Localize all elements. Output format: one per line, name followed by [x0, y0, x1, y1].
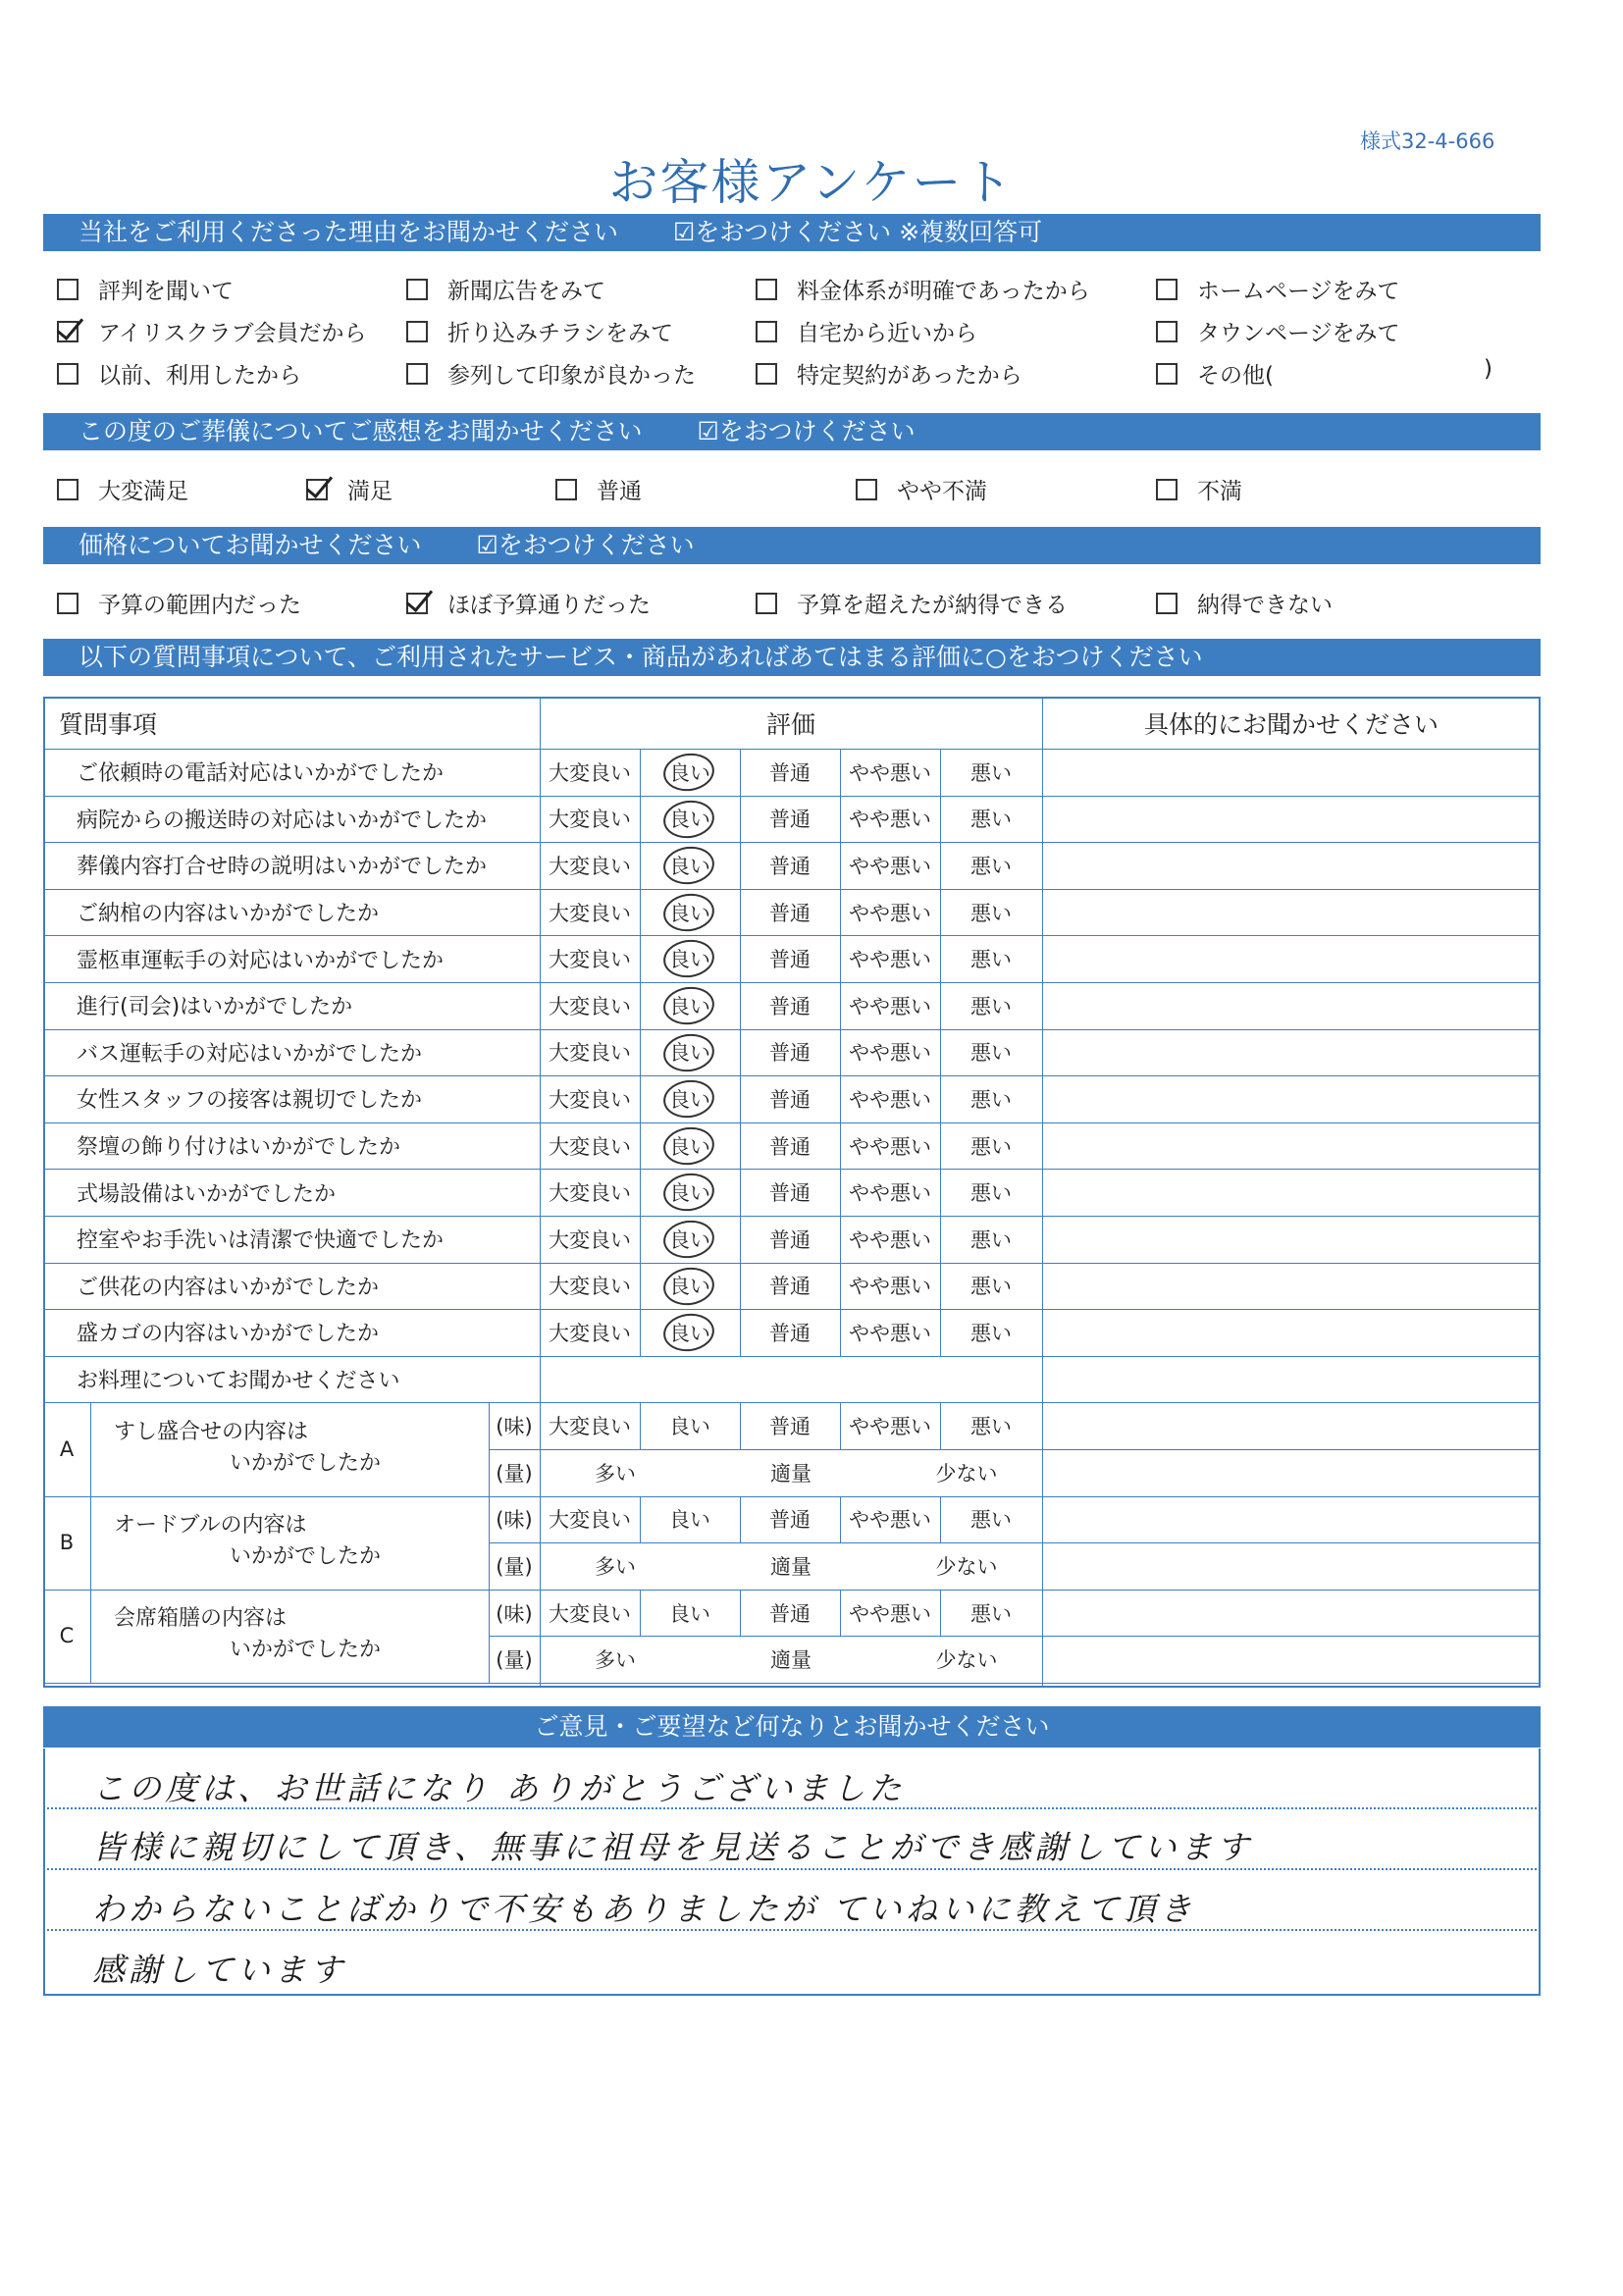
rating-option[interactable]: 大変良い: [549, 1181, 631, 1206]
page-title: お客様アンケート: [608, 154, 1015, 211]
taste-rating-option[interactable]: 普通: [769, 1601, 811, 1626]
amount-option[interactable]: 適量: [770, 1554, 812, 1579]
satisfaction-option-label: 満足: [347, 479, 393, 504]
checkbox-icon[interactable]: [555, 479, 577, 500]
comment-line-4: 感謝しています: [92, 1951, 346, 1989]
price-option[interactable]: [756, 587, 1068, 619]
taste-label: (味): [496, 1508, 533, 1533]
rating-option[interactable]: 普通: [769, 901, 811, 925]
rating-option[interactable]: 良い: [669, 948, 710, 972]
price-option[interactable]: [1156, 587, 1333, 619]
rating-option[interactable]: 大変良い: [549, 1134, 631, 1159]
question-text: 葬儀内容打合せ時の説明はいかがでしたか: [77, 855, 488, 880]
rating-option[interactable]: 悪い: [970, 808, 1012, 832]
rating-option[interactable]: 普通: [769, 1087, 811, 1112]
rating-option[interactable]: 悪い: [970, 994, 1012, 1018]
food-item-letter: C: [59, 1624, 75, 1648]
reason-option[interactable]: [1156, 357, 1274, 390]
amount-option[interactable]: 少ない: [935, 1554, 998, 1579]
rating-option[interactable]: 普通: [769, 1227, 811, 1252]
food-item-letter: B: [59, 1531, 75, 1555]
checkbox-icon[interactable]: [756, 321, 777, 342]
section2-title: この度のご葬儀についてご感想をお聞かせください: [79, 417, 643, 445]
question-text: ご依頼時の電話対応はいかがでしたか: [77, 761, 445, 787]
price-option-label: 予算を超えたが納得できる: [797, 593, 1068, 618]
satisfaction-option[interactable]: [856, 473, 987, 505]
question-text: 控室やお手洗いは清潔で快適でしたか: [77, 1228, 445, 1254]
reason-option[interactable]: [57, 357, 301, 390]
rating-option[interactable]: 普通: [769, 808, 811, 832]
reason-option[interactable]: [406, 273, 605, 305]
satisfaction-option[interactable]: [555, 473, 642, 505]
rating-option[interactable]: やや悪い: [849, 854, 931, 878]
amount-option[interactable]: 少ない: [935, 1461, 998, 1486]
checkbox-icon[interactable]: [57, 479, 79, 500]
checkbox-icon[interactable]: [856, 479, 877, 500]
rating-option[interactable]: 悪い: [970, 1227, 1012, 1252]
section3-header: [43, 527, 1541, 564]
reason-option-label: ホームページをみて: [1197, 279, 1400, 304]
question-text: バス運転手の対応はいかがでしたか: [77, 1041, 423, 1067]
rating-option[interactable]: 大変良い: [549, 1041, 631, 1066]
reason-option-label: 評判を聞いて: [98, 279, 234, 304]
checkbox-icon[interactable]: [1156, 321, 1178, 342]
section3-note: ☑をおつけください: [476, 531, 695, 559]
reason-option-label: 以前、利用したから: [98, 363, 301, 389]
food-item-line1: オードブルの内容は: [114, 1513, 307, 1539]
rating-option[interactable]: 悪い: [970, 1275, 1012, 1299]
rating-option[interactable]: やや悪い: [849, 1227, 931, 1252]
price-option-label: 納得できない: [1197, 593, 1333, 618]
question-text: ご供花の内容はいかがでしたか: [77, 1275, 380, 1300]
reason-option[interactable]: [756, 273, 1090, 305]
checkbox-icon[interactable]: [756, 279, 777, 300]
rating-option[interactable]: 普通: [769, 1134, 811, 1159]
taste-label: (味): [496, 1415, 533, 1439]
rating-option[interactable]: やや悪い: [849, 948, 931, 972]
satisfaction-option[interactable]: [1156, 473, 1242, 505]
rating-option[interactable]: 悪い: [970, 1134, 1012, 1159]
checkbox-icon[interactable]: [406, 279, 428, 300]
amount-option[interactable]: 適量: [770, 1461, 812, 1486]
reason-option[interactable]: [1156, 273, 1400, 305]
comments-header: ご意見・ご要望など何なりとお聞かせください: [43, 1706, 1541, 1748]
reason-option[interactable]: [406, 357, 696, 390]
table-rule: [43, 1683, 1541, 1684]
section1-note: ☑をおつけください ※複数回答可: [673, 218, 1043, 246]
amount-label: (量): [496, 1554, 533, 1579]
taste-rating-option[interactable]: 大変良い: [549, 1508, 631, 1533]
reason-option[interactable]: [406, 315, 673, 347]
rating-option[interactable]: やや悪い: [849, 808, 931, 832]
food-item-line1: すし盛合せの内容は: [114, 1419, 309, 1444]
section4-header: 以下の質問事項について、ご利用されたサービス・商品があればあてはまる評価に○をおつけください: [43, 639, 1541, 676]
checkbox-icon[interactable]: [1156, 479, 1178, 500]
food-item-line2: いかがでしたか: [230, 1544, 382, 1570]
reason-option[interactable]: [57, 273, 234, 305]
col-header-question: 質問事項: [59, 709, 158, 739]
table-rule: [489, 1449, 1541, 1450]
checkbox-icon[interactable]: [406, 363, 428, 385]
table-rule: [940, 1402, 941, 1449]
food-item-line1: 会席箱膳の内容は: [114, 1606, 288, 1632]
satisfaction-option-label: やや不満: [897, 479, 987, 504]
question-text: ご納棺の内容はいかがでしたか: [77, 902, 380, 927]
rating-option[interactable]: やや悪い: [849, 1087, 931, 1112]
table-rule: [489, 1542, 1541, 1543]
satisfaction-option-label: 不満: [1197, 479, 1242, 504]
other-close-paren: ): [1484, 356, 1492, 382]
col-header-comment: 具体的にお聞かせください: [1143, 709, 1439, 739]
table-rule: [740, 1590, 741, 1637]
question-text: 祭壇の飾り付けはいかがでしたか: [77, 1135, 401, 1161]
satisfaction-option-label: 普通: [597, 479, 642, 504]
reason-option-label: 新聞広告をみて: [447, 279, 605, 304]
table-rule: [840, 1496, 841, 1543]
table-rule: [740, 1402, 741, 1449]
question-text: 盛カゴの内容はいかがでしたか: [77, 1322, 380, 1347]
reason-option[interactable]: [1156, 315, 1400, 347]
taste-rating-option[interactable]: 良い: [669, 1508, 710, 1533]
reason-option-label: 参列して印象が良かった: [447, 363, 696, 389]
rating-option[interactable]: やや悪い: [849, 901, 931, 925]
taste-label: (味): [496, 1601, 533, 1626]
checkbox-icon[interactable]: [57, 363, 79, 385]
amount-label: (量): [496, 1648, 533, 1673]
amount-option[interactable]: 少ない: [935, 1648, 998, 1673]
rating-option[interactable]: 大変良い: [549, 1087, 631, 1112]
rating-option[interactable]: 良い: [669, 994, 710, 1018]
comment-line-3: わからないことばかりで不安もありましたが ていねいに教えて頂き: [92, 1890, 1196, 1928]
rating-option[interactable]: 普通: [769, 1181, 811, 1206]
rating-option[interactable]: 悪い: [970, 1181, 1012, 1206]
rating-option[interactable]: 大変良い: [549, 948, 631, 972]
comment-line-2: 皆様に親切にして頂き、無事に祖母を見送ることができ感謝しています: [92, 1828, 1253, 1866]
food-item-line2: いかがでしたか: [230, 1450, 382, 1476]
rating-option[interactable]: 良い: [669, 1227, 710, 1252]
table-rule: [90, 1496, 91, 1590]
table-rule: [489, 1590, 490, 1683]
table-rule: [640, 749, 641, 1356]
rating-option[interactable]: 悪い: [970, 1041, 1012, 1066]
taste-rating-option[interactable]: 悪い: [970, 1601, 1012, 1626]
rating-option[interactable]: 普通: [769, 1275, 811, 1299]
food-item-letter: A: [59, 1436, 75, 1461]
rating-option[interactable]: 良い: [669, 808, 710, 832]
table-rule: [940, 1590, 941, 1637]
table-rule: [489, 1496, 490, 1590]
question-text: 式場設備はいかがでしたか: [77, 1181, 337, 1207]
checkbox-icon[interactable]: [57, 279, 79, 300]
comment-line-1: この度は、お世話になり ありがとうございました: [92, 1769, 906, 1807]
reason-option-label: 料金体系が明確であったから: [797, 279, 1090, 304]
checkbox-icon[interactable]: [756, 363, 777, 385]
rating-option[interactable]: 良い: [669, 1181, 710, 1206]
rating-option[interactable]: やや悪い: [849, 1041, 931, 1066]
table-rule: [489, 1402, 490, 1495]
rating-option[interactable]: やや悪い: [849, 1275, 931, 1299]
table-rule: [640, 1590, 641, 1637]
price-option-label: 予算の範囲内だった: [98, 593, 301, 618]
reason-option[interactable]: [57, 315, 366, 347]
col-header-rating: 評価: [765, 709, 815, 739]
rating-option[interactable]: 普通: [769, 854, 811, 878]
table-rule: [940, 749, 941, 1356]
checked-box-icon[interactable]: [57, 321, 79, 342]
satisfaction-option-label: 大変満足: [98, 479, 188, 504]
rating-option[interactable]: 普通: [769, 1321, 811, 1345]
rating-option[interactable]: やや悪い: [849, 994, 931, 1018]
rating-option[interactable]: 良い: [669, 1041, 710, 1066]
checkbox-icon[interactable]: [756, 593, 777, 614]
rating-option[interactable]: 良い: [669, 1321, 710, 1345]
table-rule: [1042, 697, 1043, 1688]
table-rule: [740, 749, 741, 1356]
table-rule: [640, 1402, 641, 1449]
section2-note: ☑をおつけください: [697, 417, 916, 445]
checkbox-icon[interactable]: [1156, 363, 1178, 385]
reason-option-label: 折り込みチラシをみて: [447, 321, 673, 346]
taste-rating-option[interactable]: 大変良い: [549, 1601, 631, 1626]
taste-rating-option[interactable]: やや悪い: [849, 1601, 931, 1626]
comment-line-divider: [43, 1868, 1541, 1870]
price-option[interactable]: [57, 587, 301, 619]
checkbox-icon[interactable]: [57, 593, 79, 614]
rating-option[interactable]: 悪い: [970, 948, 1012, 972]
form-number: 様式32-4-666: [1360, 130, 1495, 153]
rating-option[interactable]: 良い: [669, 901, 710, 925]
table-rule: [640, 1496, 641, 1543]
reason-option-label: アイリスクラブ会員だから: [98, 321, 367, 346]
rating-option[interactable]: やや悪い: [849, 1134, 931, 1159]
amount-option[interactable]: 多い: [595, 1461, 636, 1486]
question-text: 女性スタッフの接客は親切でしたか: [77, 1088, 423, 1114]
rating-option[interactable]: 普通: [769, 1041, 811, 1066]
rating-option[interactable]: 悪い: [970, 1087, 1012, 1112]
rating-option[interactable]: 大変良い: [549, 760, 631, 785]
section1-header: [43, 214, 1541, 251]
reason-option-label: タウンページをみて: [1197, 321, 1400, 346]
rating-option[interactable]: 普通: [769, 994, 811, 1018]
satisfaction-option[interactable]: [57, 473, 188, 505]
rating-option[interactable]: 悪い: [970, 901, 1012, 925]
table-rule: [90, 1590, 91, 1683]
table-rule: [840, 1590, 841, 1637]
section3-title: 価格についてお聞かせください: [79, 531, 422, 559]
rating-option[interactable]: 大変良い: [549, 1321, 631, 1345]
amount-label: (量): [496, 1461, 533, 1486]
taste-rating-option[interactable]: 普通: [769, 1508, 811, 1533]
rating-option[interactable]: 大変良い: [549, 1275, 631, 1299]
table-rule: [489, 1636, 1541, 1637]
rating-option[interactable]: 悪い: [970, 1321, 1012, 1345]
taste-rating-option[interactable]: 大変良い: [549, 1415, 631, 1439]
checkbox-icon[interactable]: [1156, 593, 1178, 614]
section2-header: [43, 413, 1541, 450]
price-option[interactable]: [406, 587, 651, 619]
taste-rating-option[interactable]: やや悪い: [849, 1415, 931, 1439]
taste-rating-option[interactable]: 普通: [769, 1415, 811, 1439]
price-option-label: ほぼ予算通りだった: [447, 593, 651, 618]
rating-option[interactable]: やや悪い: [849, 1321, 931, 1345]
question-text: 進行(司会)はいかがでしたか: [77, 995, 353, 1020]
rating-option[interactable]: 良い: [669, 760, 710, 785]
checked-box-icon[interactable]: [406, 593, 428, 614]
taste-rating-option[interactable]: やや悪い: [849, 1508, 931, 1533]
rating-option[interactable]: 良い: [669, 1275, 710, 1299]
reason-option-label: 自宅から近いから: [797, 321, 977, 346]
rating-option[interactable]: 良い: [669, 854, 710, 878]
table-rule: [940, 1496, 941, 1543]
rating-option[interactable]: 大変良い: [549, 994, 631, 1018]
table-rule: [840, 1402, 841, 1449]
reason-option[interactable]: [756, 315, 977, 347]
taste-rating-option[interactable]: 良い: [669, 1415, 710, 1439]
table-rule: [740, 1496, 741, 1543]
satisfaction-option[interactable]: [306, 473, 393, 505]
taste-rating-option[interactable]: 良い: [669, 1601, 710, 1626]
rating-option[interactable]: 大変良い: [549, 854, 631, 878]
table-rule: [90, 1402, 91, 1495]
taste-rating-option[interactable]: 悪い: [970, 1508, 1012, 1533]
amount-option[interactable]: 多い: [595, 1648, 636, 1673]
taste-rating-option[interactable]: 悪い: [970, 1415, 1012, 1439]
checkbox-icon[interactable]: [1156, 279, 1178, 300]
checkbox-icon[interactable]: [406, 321, 428, 342]
reason-option[interactable]: [756, 357, 1022, 390]
checked-box-icon[interactable]: [306, 479, 328, 500]
rating-option[interactable]: 悪い: [970, 854, 1012, 878]
section1-title: 当社をご利用くださった理由をお聞かせください: [79, 218, 619, 246]
question-text: 病院からの搬送時の対応はいかがでしたか: [77, 808, 488, 833]
amount-option[interactable]: 適量: [770, 1648, 812, 1673]
rating-option[interactable]: 悪い: [970, 760, 1012, 785]
food-item-line2: いかがでしたか: [230, 1638, 382, 1663]
rating-option[interactable]: やや悪い: [849, 760, 931, 785]
amount-option[interactable]: 多い: [595, 1554, 636, 1579]
rating-option[interactable]: 普通: [769, 948, 811, 972]
reason-option-label: 特定契約があったから: [797, 363, 1022, 389]
rating-option[interactable]: 大変良い: [549, 808, 631, 832]
rating-option[interactable]: 良い: [669, 1134, 710, 1159]
question-text: 霊柩車運転手の対応はいかがでしたか: [77, 948, 445, 973]
rating-option[interactable]: 良い: [669, 1087, 710, 1112]
rating-option[interactable]: やや悪い: [849, 1181, 931, 1206]
reason-option-label: その他(: [1197, 363, 1274, 389]
food-header: お料理についてお聞かせください: [77, 1369, 400, 1394]
table-rule: [840, 749, 841, 1356]
rating-option[interactable]: 大変良い: [549, 1227, 631, 1252]
rating-option[interactable]: 大変良い: [549, 901, 631, 925]
rating-option[interactable]: 普通: [769, 760, 811, 785]
